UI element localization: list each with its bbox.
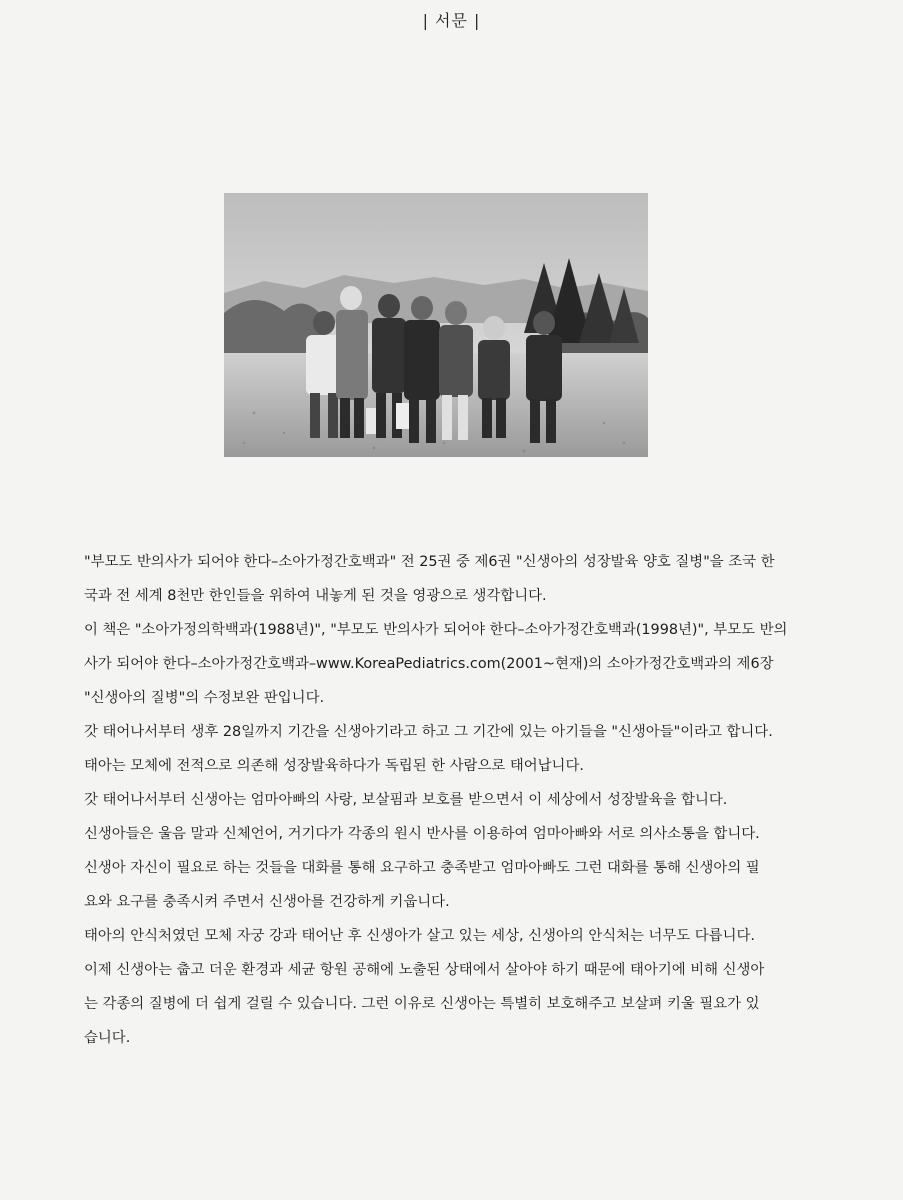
- body-line: 태아의 안식처였던 모체 자궁 강과 태어난 후 신생아가 살고 있는 세상, 신생아의 안식처는 너무도 다릅니다.: [84, 928, 755, 944]
- body-line: 사가 되어야 한다–소아가정간호백과–www.KoreaPediatrics.com(2001~현재)의 소아가정간호백과의 제6장: [84, 656, 774, 672]
- body-line: 이 책은 "소아가정의학백과(1988년)", "부모도 반의사가 되어야 한다–소아가정간호백과(1998년)", 부모도 반의: [84, 622, 788, 638]
- children-group-photo: [224, 193, 648, 457]
- body-line: 습니다.: [84, 1030, 131, 1046]
- body-line: 갓 태어나서부터 신생아는 엄마아빠의 사랑, 보살핌과 보호를 받으면서 이 세상에서 성장발육을 합니다.: [84, 792, 728, 808]
- section-header: | 서문 |: [422, 11, 481, 30]
- body-line: 는 각종의 질병에 더 쉽게 걸릴 수 있습니다. 그런 이유로 신생아는 특별히 보호해주고 보살펴 키울 필요가 있: [84, 996, 760, 1012]
- body-line: 요와 요구를 충족시켜 주면서 신생아를 건강하게 키웁니다.: [84, 894, 450, 910]
- body-line: "신생아의 질병"의 수정보완 판입니다.: [84, 690, 325, 706]
- body-line: 신생아들은 울음 말과 신체언어, 거기다가 각종의 원시 반사를 이용하여 엄마아빠와 서로 의사소통을 합니다.: [84, 826, 760, 842]
- preface-body: [84, 545, 799, 1055]
- body-line: 갓 태어나서부터 생후 28일까지 기간을 신생아기라고 하고 그 기간에 있는 아기들을 "신생아들"이라고 합니다.: [84, 724, 773, 740]
- body-line: 신생아 자신이 필요로 하는 것들을 대화를 통해 요구하고 충족받고 엄마아빠도 그런 대화를 통해 신생아의 필: [84, 860, 760, 876]
- photo-graphic: [224, 193, 648, 457]
- body-line: 국과 전 세계 8천만 한인들을 위하여 내놓게 된 것을 영광으로 생각합니다.: [84, 588, 547, 604]
- body-line: 이제 신생아는 춥고 더운 환경과 세균 항원 공해에 노출된 상태에서 살아야 하기 때문에 태아기에 비해 신생아: [84, 962, 765, 978]
- body-line: 태아는 모체에 전적으로 의존해 성장발육하다가 독립된 한 사람으로 태어납니다.: [84, 758, 584, 774]
- body-line: "부모도 반의사가 되어야 한다–소아가정간호백과" 전 25권 중 제6권 "신생아의 성장발육 양호 질병"을 조국 한: [84, 554, 775, 570]
